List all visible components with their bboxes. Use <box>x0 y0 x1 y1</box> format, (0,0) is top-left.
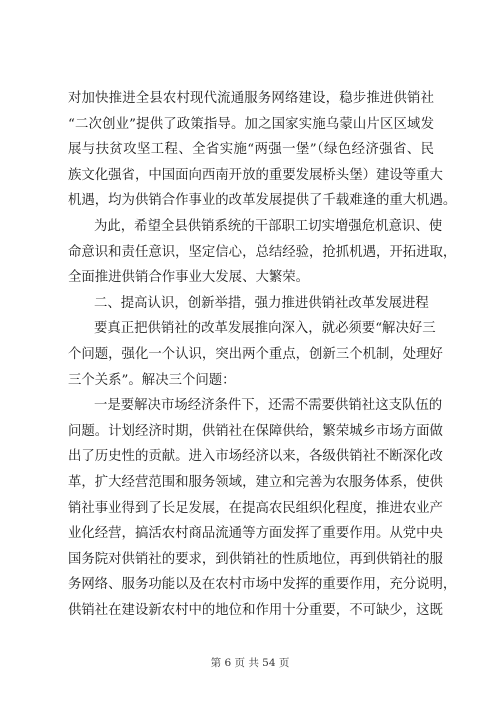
text-line: 个问题，强化一个认识，突出两个重点，创新三个机制，处理好 <box>68 346 443 362</box>
text-line: 务网络、服务功能以及在农村市场中发挥的重要作用，充分说明， <box>68 577 457 593</box>
text-line: 二、提高认识，创新举措，强力推进供销社改革发展进程 <box>94 295 429 311</box>
text-line: 问题。计划经济时期，供销社在保障供给，繁荣城乡市场方面做 <box>68 423 443 439</box>
text-line: 三个关系”。解决三个问题： <box>68 372 236 388</box>
text-line: 供销社在建设新农村中的地位和作用十分重要，不可缺少，这既 <box>68 602 443 618</box>
text-line: 国务院对供销社的要求，到供销社的性质地位，再到供销社的服 <box>68 551 443 567</box>
text-line: “二次创业”提供了政策指导。加之国家实施乌蒙山片区区域发 <box>68 116 434 132</box>
text-line: 命意识和责任意识，坚定信心，总结经验，抢抓机遇，开拓进取， <box>68 244 457 260</box>
document-body <box>68 86 457 623</box>
text-line: 要真正把供销社的改革发展推向深入，就必须要“解决好三 <box>94 321 436 337</box>
text-line: 族文化强省，中国面向西南开放的重要发展桥头堡）建设等重大 <box>68 167 443 183</box>
text-line: 机遇，均为供销合作事业的改革发展提供了千载难逢的重大机遇。 <box>68 193 457 209</box>
text-line: 业化经营，搞活农村商品流通等方面发挥了重要作用。从党中央 <box>68 526 443 542</box>
text-line: 展与扶贫攻坚工程、全省实施“两强一堡”（绿色经济强省、民 <box>68 142 434 158</box>
text-line: 为此，希望全县供销系统的干部职工切实增强危机意识、使 <box>94 218 443 234</box>
text-line: 出了历史性的贡献。进入市场经济以来，各级供销社不断深化改 <box>68 449 443 465</box>
text-line: 革，扩大经营范围和服务领域，建立和完善为农服务体系，使供 <box>68 474 443 490</box>
page-footer: 第 6 页 共 54 页 <box>210 657 290 669</box>
text-line: 一是要解决市场经济条件下，还需不需要供销社这支队伍的 <box>94 398 443 414</box>
text-line: 对加快推进全县农村现代流通服务网络建设，稳步推进供销社 <box>68 91 434 106</box>
text-line: 销社事业得到了长足发展，在提高农民组织化程度，推进农业产 <box>68 500 443 516</box>
text-line: 全面推进供销合作事业大发展、大繁荣。 <box>68 270 310 286</box>
